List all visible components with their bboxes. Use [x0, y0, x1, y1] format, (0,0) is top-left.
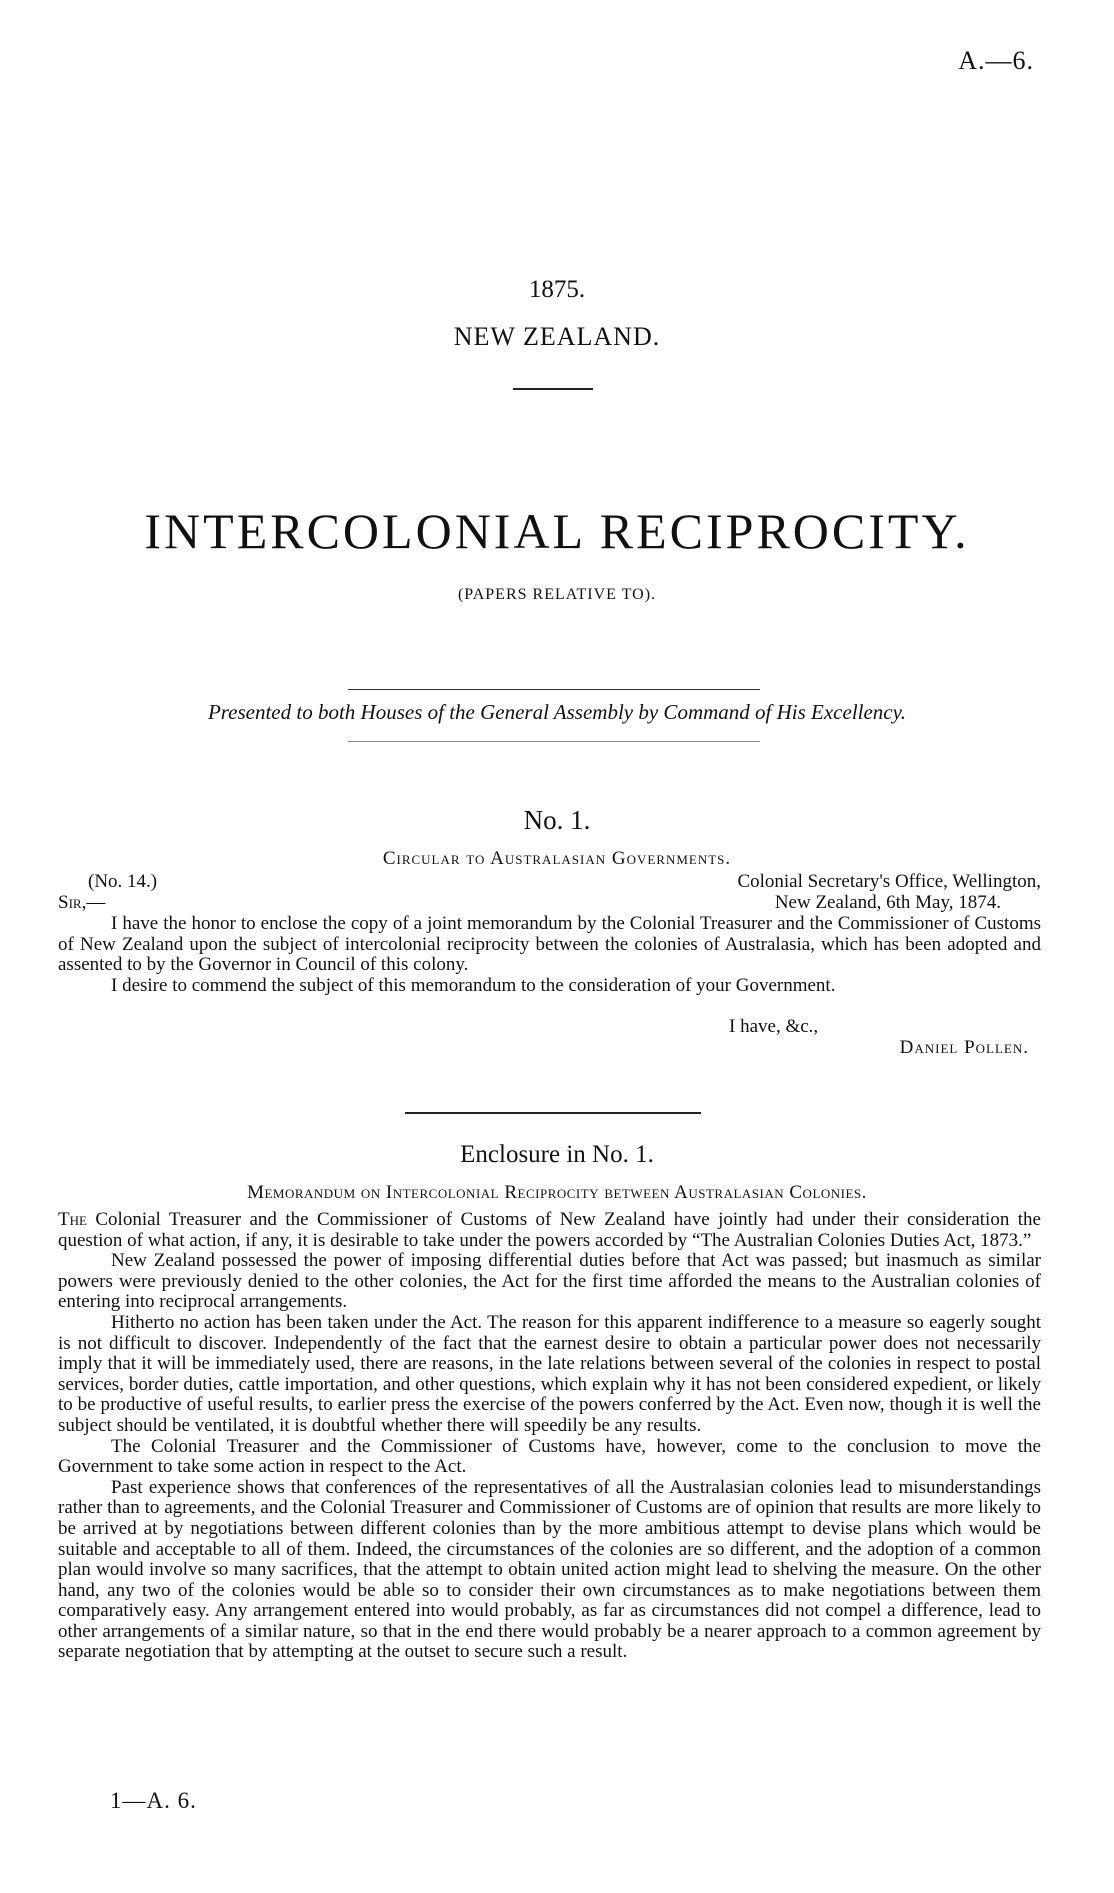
salutation: Sir,— — [58, 891, 106, 913]
letter-paragraph: I have the honor to enclose the copy of a joint memorandum by the Colonial Treasurer and the Commissioner of Customs of New Zealand upon the subject of intercolonial reciprocity between the colonies of Australasia, which has been adopted and assented to by the Governor in Council of this colony. — [58, 913, 1041, 976]
document-number: No. 1. — [523, 805, 591, 835]
footer-reference: 1—A. 6. — [110, 1788, 197, 1813]
document-subtitle: (PAPERS RELATIVE TO). — [457, 586, 657, 603]
memorandum-body — [58, 1210, 1041, 1663]
year: 1875. — [528, 276, 586, 303]
presented-rule-bottom — [348, 741, 760, 742]
letter-paragraph: I desire to commend the subject of this memorandum to the consideration of your Government. — [111, 974, 836, 996]
circular-number: (No. 14.) — [88, 871, 158, 892]
signature: Daniel Pollen. — [899, 1037, 1029, 1058]
letter-body — [58, 914, 1041, 996]
memo-paragraph: The Colonial Treasurer and the Commissioner of Customs have, however, come to the conclusion to move the Government to take some action in respect to the Act. — [58, 1435, 1041, 1478]
paper-reference: A.—6. — [958, 46, 1034, 75]
enclosure-title: Enclosure in No. 1. — [460, 1141, 654, 1168]
circular-heading: Circular to Australasian Governments. — [382, 848, 732, 869]
office-address: Colonial Secretary's Office, Wellington, — [737, 871, 1041, 892]
office-date: New Zealand, 6th May, 1874. — [774, 891, 1001, 913]
short-rule — [513, 388, 593, 390]
country: NEW ZEALAND. — [453, 322, 661, 351]
letter-closing — [729, 1016, 1029, 1058]
memo-paragraph: The Colonial Treasurer and the Commissioner of Customs of New Zealand have jointly had under their consideration the question of what action, if any, it is desirable to take under the powers accorded by “The Australian Colonies Duties Act, 1873.” — [58, 1209, 1041, 1251]
presented-line: Presented to both Houses of the General Assembly by Command of His Excellency. — [207, 700, 907, 724]
memo-paragraph: Hitherto no action has been taken under the Act. The reason for this apparent indifference to a measure so eagerly sought is not difficult to discover. Independently of the fact that the earnest desire to obtain a particular power does not necessarily imply that it will be immediately used, there are reasons, in the late relations between several of the colonies in respect to postal services, border duties, cattle importation, and other questions, which explain why it has not been considered expedient, or likely to be productive of useful results, to earlier press the exercise of the powers conferred by the Act. Even now, though it is well the subject should be ventilated, it is doubtful whether there will speedily be any results. — [58, 1311, 1041, 1436]
document-title: INTERCOLONIAL RECIPROCITY. — [144, 503, 970, 559]
drop-word: The — [58, 1209, 87, 1230]
memo-paragraph: New Zealand possessed the power of imposing differential duties before that Act was passed; but inasmuch as similar powers were previously denied to the other colonies, the Act for the first time afforded the means to the Australian colonies of entering into reciprocal arrangements. — [58, 1250, 1041, 1313]
presented-rule-top — [348, 689, 760, 690]
memorandum-heading: Memorandum on Intercolonial Reciprocity between Australasian Colonies. — [247, 1182, 867, 1203]
section-rule — [405, 1112, 701, 1114]
closing-phrase: I have, &c., — [729, 1016, 819, 1037]
memo-paragraph: Past experience shows that conferences of the representatives of all the Australasian colonies lead to misunderstandings rather than to agreements, and the Colonial Treasurer and Commissioner of Customs are of opinion that results are more likely to be arrived at by negotiations between different colonies than by the more ambitious attempt to devise plans which would be suitable and acceptable to all of them. Indeed, the circumstances of the colonies are so different, and the adoption of a common plan would involve so many sacrifices, that the attempt to obtain united action might lead to shelving the measure. On the other hand, any two of the colonies would be able so to consider their own circumstances as to make negotiations between them comparatively easy. Any arrangement entered into would probably, as far as circumstances did not compel a difference, lead to other arrangements of a similar nature, so that in the end there would probably be a nearer approach to a common agreement by separate negotiation that by attempting at the outset to secure such a result. — [58, 1476, 1041, 1663]
letter-header — [58, 872, 1041, 913]
